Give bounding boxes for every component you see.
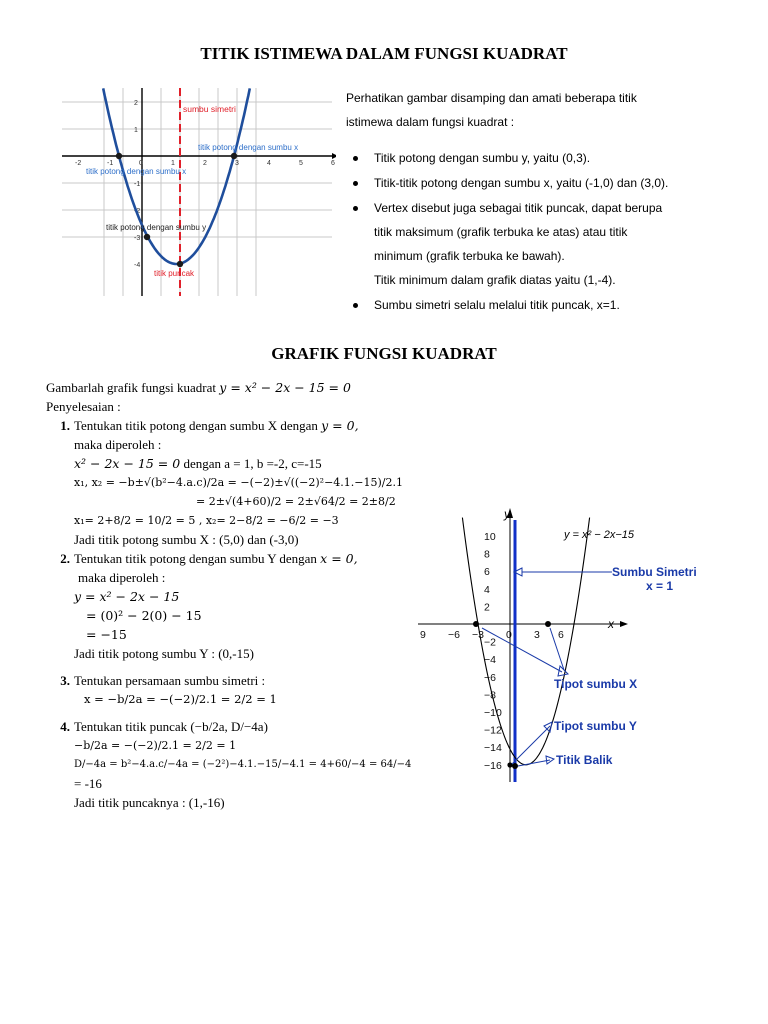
y-tick-label: 10 bbox=[484, 531, 496, 543]
x-tick-label: −3 bbox=[472, 629, 484, 641]
equation-label: y = x² − 2x−15 bbox=[564, 529, 635, 541]
intro-text bbox=[346, 86, 726, 134]
callout-x-eq: x = 1 bbox=[646, 579, 674, 593]
bullet-item: Titik potong dengan sumbu y, yaitu (0,3). bbox=[350, 146, 730, 170]
bullet-item: Vertex disebut juga sebagai titik puncak, dapat berupa titik maksimum (grafik terbuka ke atas) atau titik minimum (grafik terbuka ke bawah). Titik minimum dalam grafik diatas yaitu (1,-4). bbox=[350, 196, 730, 292]
y-tick-label: 2 bbox=[134, 100, 138, 107]
x-tick-label: 3 bbox=[235, 160, 239, 167]
step-2-heading: 2. Tentukan titik potong dengan sumbu Y dengan x = 0, bbox=[60, 551, 358, 566]
x-intercept-right bbox=[545, 621, 551, 627]
step-2-eq-3: = −15 bbox=[86, 627, 127, 642]
callout-tipot-y: Tipot sumbu Y bbox=[554, 719, 637, 733]
step-1-result: Jadi titik potong sumbu X : (5,0) dan (-3,0) bbox=[74, 532, 299, 547]
step-2-text: maka diperoleh : bbox=[78, 570, 166, 585]
step-4-x: −b/2a = −(−2)/2.1 = 2/2 = 1 bbox=[74, 739, 237, 752]
x-tick-label: −6 bbox=[448, 629, 460, 641]
step-2-eq-1: y = x² − 2x − 15 bbox=[74, 589, 180, 604]
bullet-dot bbox=[353, 303, 358, 308]
step-1-formula: x₁, x₂ = −b±√(b²−4.a.c)/2a = −(−2)±√((−2)²−4.1.−15)/2.1 bbox=[74, 476, 404, 489]
intro-line-2: istimewa dalam fungsi kuadrat : bbox=[346, 115, 515, 129]
y-tick-label: −12 bbox=[484, 724, 502, 737]
y-tick-label: 1 bbox=[134, 127, 138, 134]
label-titik-puncak: titik puncak bbox=[154, 269, 195, 278]
y-tick-label: -2 bbox=[134, 208, 141, 215]
step-3-heading: 3. Tentukan persamaan sumbu simetri : bbox=[60, 673, 266, 688]
worked-solution bbox=[46, 378, 416, 812]
x-tick-label: 3 bbox=[534, 629, 540, 641]
bullet-dot bbox=[353, 156, 358, 161]
label-sumbu-simetri: sumbu simetri bbox=[183, 104, 236, 114]
x-tick-label: -1 bbox=[107, 160, 114, 167]
task-statement: Gambarlah grafik fungsi kuadrat y = x² − 2x − 15 = 0 bbox=[46, 380, 351, 395]
label-titik-potong-y: titik potong dengan sumbu y bbox=[106, 223, 207, 232]
x-intercept-right bbox=[231, 153, 237, 159]
x-tick-label: 0 bbox=[139, 160, 143, 167]
page-title: TITIK ISTIMEWA DALAM FUNGSI KUADRAT bbox=[200, 44, 568, 63]
step-4-y: D/−4a = b²−4.a.c/−4a = (−2²)−4.1.−15/−4.1 = 4+60/−4 = 64/−4 bbox=[74, 759, 412, 770]
x-intercept-left bbox=[473, 621, 479, 627]
y-tick-label: -1 bbox=[134, 181, 141, 188]
y-intercept-point bbox=[507, 762, 512, 767]
step-1-formula-cont: = 2±√(4+60)/2 = 2±√64/2 = 2±8/2 bbox=[196, 495, 396, 508]
callout-tipot-x: Tipot sumbu X bbox=[554, 677, 638, 691]
x-tick-label: -2 bbox=[75, 160, 82, 167]
x-tick-label: 9 bbox=[420, 629, 426, 641]
bullet-dot bbox=[353, 206, 358, 211]
y-tick-label: −10 bbox=[484, 707, 502, 719]
step-1-text: maka diperoleh : bbox=[74, 437, 162, 452]
vertex-point bbox=[177, 261, 183, 267]
y-tick-label: −8 bbox=[484, 689, 496, 702]
x-tick-label: 6 bbox=[331, 160, 335, 167]
y-tick-label: 6 bbox=[484, 566, 490, 579]
step-1-equation: x² − 2x − 15 = 0 dengan a = 1, b =-2, c=-15 bbox=[74, 456, 322, 471]
y-tick-label: −2 bbox=[484, 636, 496, 649]
callout-sumbu-simetri: Sumbu Simetri bbox=[612, 565, 697, 579]
y-axis-label: y bbox=[504, 507, 510, 521]
bullet-dot bbox=[353, 181, 358, 186]
x-tick-label: 2 bbox=[203, 160, 207, 167]
x-axis-label: x bbox=[608, 617, 614, 631]
parabola-graph-1 bbox=[62, 88, 336, 296]
bullet-list bbox=[350, 146, 730, 318]
y-tick-label: 4 bbox=[484, 583, 490, 596]
x-tick-label: 1 bbox=[171, 160, 175, 167]
step-3-formula: x = −b/2a = −(−2)/2.1 = 2/2 = 1 bbox=[84, 692, 277, 706]
x-tick-label: 5 bbox=[299, 160, 303, 167]
penyelesaian-label: Penyelesaian : bbox=[46, 399, 121, 414]
intro-line-1: Perhatikan gambar disamping dan amati beberapa titik bbox=[346, 91, 637, 105]
x-intercept-left bbox=[116, 153, 122, 159]
y-tick-label: -3 bbox=[134, 235, 141, 242]
y-tick-label: −6 bbox=[484, 671, 496, 684]
x-tick-label: 6 bbox=[558, 629, 564, 641]
x-tick-label: 4 bbox=[267, 160, 271, 167]
step-4-value: = -16 bbox=[74, 776, 102, 791]
parabola-graph-2 bbox=[414, 500, 734, 790]
y-tick-label: 8 bbox=[484, 548, 490, 561]
bullet-item: Sumbu simetri selalu melalui titik puncak, x=1. bbox=[350, 293, 730, 317]
callout-titik-balik: Titik Balik bbox=[556, 753, 613, 767]
bullet-item: Titik-titik potong dengan sumbu x, yaitu (-1,0) dan (3,0). bbox=[350, 171, 730, 195]
step-2-result: Jadi titik potong sumbu Y : (0,-15) bbox=[74, 646, 254, 661]
x-tick-label: 0 bbox=[506, 629, 512, 641]
step-2-eq-2: = (0)² − 2(0) − 15 bbox=[86, 608, 202, 623]
step-1-roots: x₁= 2+8/2 = 10/2 = 5 , x₂= 2−8/2 = −6/2 = −3 bbox=[74, 514, 339, 527]
step-4-result: Jadi titik puncaknya : (1,-16) bbox=[74, 795, 225, 810]
y-tick-label: -4 bbox=[134, 262, 141, 269]
step-1-heading: 1. Tentukan titik potong dengan sumbu X dengan y = 0, bbox=[60, 418, 359, 433]
label-titik-potong-x-right: titik potong dengan sumbu x bbox=[198, 143, 299, 152]
y-tick-label: −4 bbox=[484, 654, 496, 667]
y-intercept-point bbox=[144, 234, 150, 240]
y-tick-label: −16 bbox=[484, 759, 502, 772]
label-titik-potong-x-left: titik potong dengan sumbu x bbox=[86, 167, 187, 176]
y-tick-label: 2 bbox=[484, 601, 490, 614]
y-tick-label: −14 bbox=[484, 742, 502, 755]
step-4-heading: 4. Tentukan titik puncak (−b/2a, D/−4a) bbox=[60, 719, 268, 734]
vertex-point bbox=[512, 763, 518, 769]
section-title: GRAFIK FUNGSI KUADRAT bbox=[271, 344, 497, 363]
